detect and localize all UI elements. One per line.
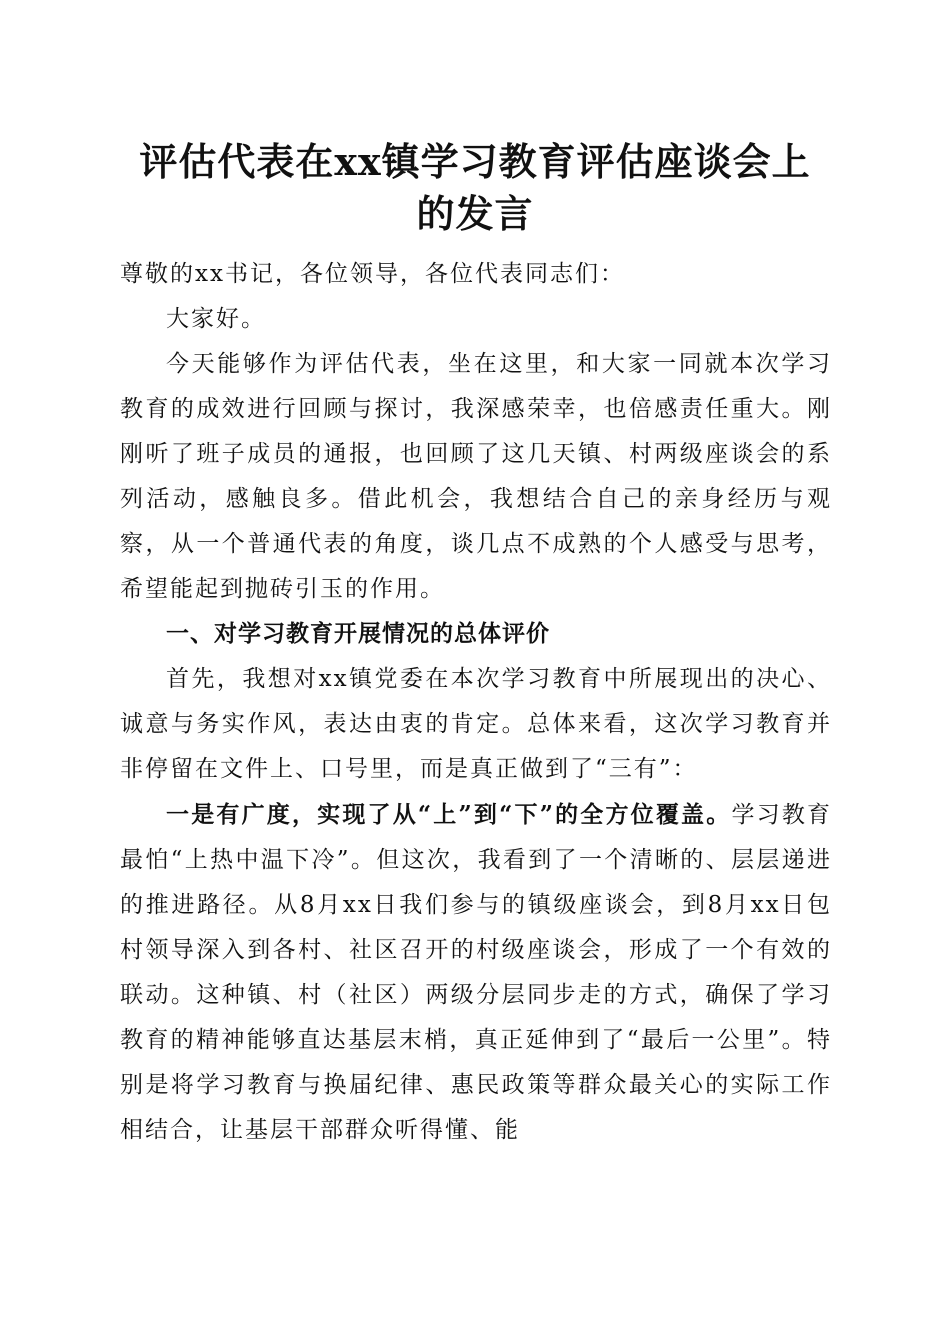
point-one-paragraph <box>120 792 832 1153</box>
section-one-paragraph: 首先，我想对xx镇党委在本次学习教育中所展现出的决心、诚意与务实作风，表达由衷的肯定。总体来看，这次学习教育并非停留在文件上、口号里，而是真正做到了“三有”： <box>120 666 832 782</box>
point-one-body: 学习教育最怕“上热中温下冷”。但这次，我看到了一个清晰的、层层递进的推进路径。从8月xx日我们参与的镇级座谈会，到8月xx日包村领导深入到各村、社区召开的村级座谈会，形成了一个有效的联动。这种镇、村（社区）两级分层同步走的方式，确保了学习教育的精神能够直达基层末梢，真正延伸到了“最后一公里”。特别是将学习教育与换届纪律、惠民政策等群众最关心的实际工作相结合，让基层干部群众听得懂、能 <box>120 802 833 1143</box>
greeting: 大家好。 <box>166 306 266 332</box>
document-body <box>120 252 832 1153</box>
document-title: 评估代表在xx镇学习教育评估座谈会上的发言 <box>139 139 811 236</box>
salutation: 尊敬的xx书记，各位领导，各位代表同志们： <box>120 261 625 287</box>
intro-paragraph: 今天能够作为评估代表，坐在这里，和大家一同就本次学习教育的成效进行回顾与探讨，我深感荣幸，也倍感责任重大。刚刚听了班子成员的通报，也回顾了这几天镇、村两级座谈会的系列活动，感触良多。借此机会，我想结合自己的亲身经历与观察，从一个普通代表的角度，谈几点不成熟的个人感受与思考，希望能起到抛砖引玉的作用。 <box>120 351 832 602</box>
section-one-heading: 一、对学习教育开展情况的总体评价 <box>166 621 550 647</box>
point-one-lead: 一是有广度，实现了从“上”到“下”的全方位覆盖。 <box>166 801 732 828</box>
